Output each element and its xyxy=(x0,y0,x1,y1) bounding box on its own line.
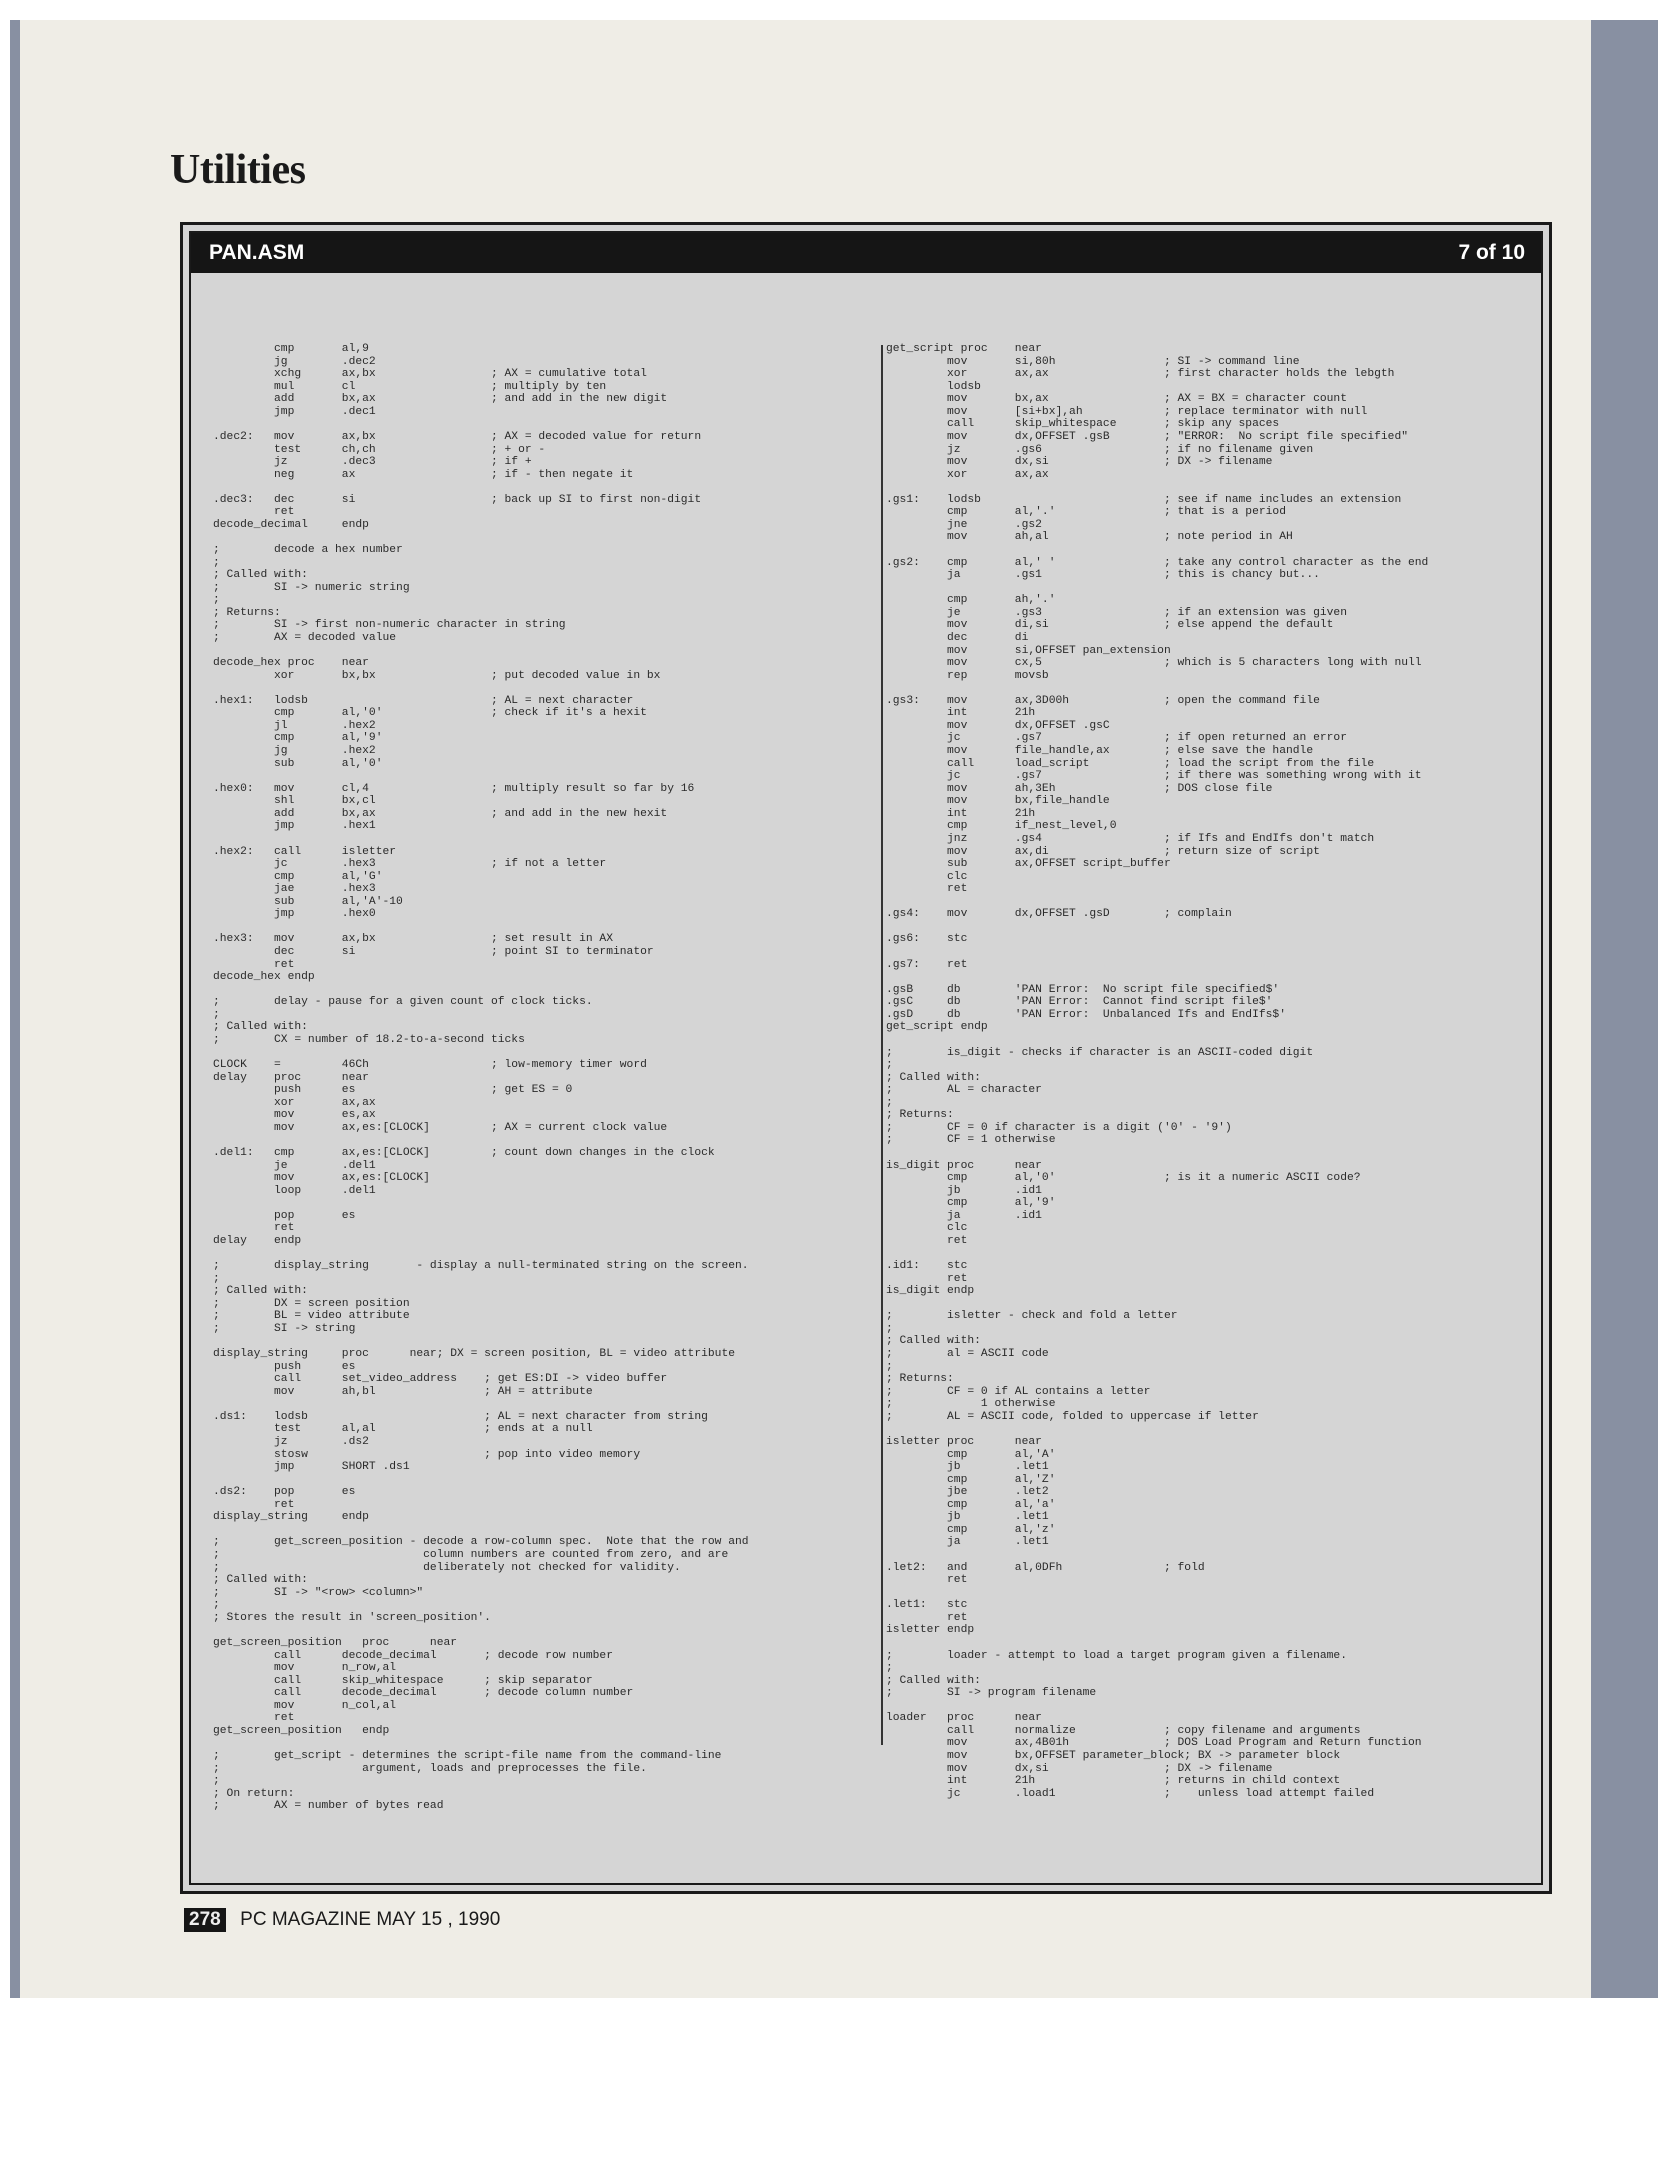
publication-line: PC MAGAZINE MAY 15 , 1990 xyxy=(240,1909,501,1930)
listing-title: PAN.ASM xyxy=(209,241,305,264)
code-column-right: get_script proc near mov si,80h ; SI -> command line xor ax,ax ; first character holds the lebgth lodsb mov bx,ax ; AX = BX = character count mov [si+bx],ah ; replace terminator with null call skip_whitespace ; skip any spaces mov dx,OFFSET .gsB ; "ERROR: No script file specified" jz .gs6 ; if no filename given mov dx,si ; DX -> filename xor ax,ax .gs1: lodsb ; see if name includes an extension cmp al,'.' ; that is a period jne .gs2 mov ah,al ; note period in AH .gs2: cmp al,' ' ; take any control character as the end ja .gs1 ; this is chancy but... cmp ah,'.' je .gs3 ; if an extension was given mov di,si ; else append the default dec di mov si,OFFSET pan_extension mov cx,5 ; which is 5 characters long with null rep movsb .gs3: mov ax,3D00h ; open the command file int 21h mov dx,OFFSET .gsC jc .gs7 ; if open returned an error mov file_handle,ax ; else save the handle call load_script ; load the script from the file jc .gs7 ; if there was something wrong with it mov ah,3Eh ; DOS close file mov bx,file_handle int 21h cmp if_nest_level,0 jnz .gs4 ; if Ifs and EndIfs don't match mov ax,di ; return size of script sub ax,OFFSET script_buffer clc ret .gs4: mov dx,OFFSET .gsD ; complain .gs6: stc .gs7: ret .gsB db 'PAN Error: No script file specified$' .gsC db 'PAN Error: Cannot find script file$' .gsD db 'PAN Error: Unbalanced Ifs and EndIfs$' get_script endp ; is_digit - checks if character is an ASCII-coded digit ; ; Called with: ; AL = character ; ; Returns: ; CF = 0 if character is a digit ('0' - '9') ; CF = 1 otherwise is_digit proc near cmp al,'0' ; is it a numeric ASCII code? jb .id1 cmp al,'9' ja .id1 clc ret .id1: stc ret is_digit endp ; isletter - check and fold a letter ; ; Called with: ; al = ASCII code ; ; Returns: ; CF = 0 if AL contains a letter ; 1 otherwise ; AL = ASCII code, folded to uppercase if letter isletter proc near cmp al,'A' jb .let1 cmp al,'Z' jbe .let2 cmp al,'a' jb .let1 cmp al,'z' ja .let1 .let2: and al,0DFh ; fold ret .let1: stc ret isletter endp ; loader - attempt to load a target program given a filename. ; ; Called with: ; SI -> program filename loader proc near call normalize ; copy filename and arguments mov ax,4B01h ; DOS Load Program and Return function mov bx,OFFSET parameter_block; BX -> parameter block mov dx,si ; DX -> filename int 21h ; returns in child context jc .load1 ; unless load attempt failed xyxy=(886,343,1429,1800)
page-footer xyxy=(184,1908,500,1932)
section-title: Utilities xyxy=(170,147,306,193)
code-column-left: cmp al,9 jg .dec2 xchg ax,bx ; AX = cumulative total mul cl ; multiply by ten add bx,ax ; and add in the new digit jmp .dec1 .dec2: mov ax,bx ; AX = decoded value for return test ch,ch ; + or - jz .dec3 ; if + neg ax ; if - then negate it .dec3: dec si ; back up SI to first non-digit ret decode_decimal endp ; decode a hex number ; ; Called with: ; SI -> numeric string ; ; Returns: ; SI -> first non-numeric character in string ; AX = decoded value decode_hex proc near xor bx,bx ; put decoded value in bx .hex1: lodsb ; AL = next character cmp al,'0' ; check if it's a hexit jl .hex2 cmp al,'9' jg .hex2 sub al,'0' .hex0: mov cl,4 ; multiply result so far by 16 shl bx,cl add bx,ax ; and add in the new hexit jmp .hex1 .hex2: call isletter jc .hex3 ; if not a letter cmp al,'G' jae .hex3 sub al,'A'-10 jmp .hex0 .hex3: mov ax,bx ; set result in AX dec si ; point SI to terminator ret decode_hex endp ; delay - pause for a given count of clock ticks. ; ; Called with: ; CX = number of 18.2-to-a-second ticks CLOCK = 46Ch ; low-memory timer word delay proc near push es ; get ES = 0 xor ax,ax mov es,ax mov ax,es:[CLOCK] ; AX = current clock value .del1: cmp ax,es:[CLOCK] ; count down changes in the clock je .del1 mov ax,es:[CLOCK] loop .del1 pop es ret delay endp ; display_string - display a null-terminated string on the screen. ; ; Called with: ; DX = screen position ; BL = video attribute ; SI -> string display_string proc near; DX = screen position, BL = video attribute push es call set_video_address ; get ES:DI -> video buffer mov ah,bl ; AH = attribute .ds1: lodsb ; AL = next character from string test al,al ; ends at a null jz .ds2 stosw ; pop into video memory jmp SHORT .ds1 .ds2: pop es ret display_string endp ; get_screen_position - decode a row-column spec. Note that the row and ; column numbers are counted from zero, and are ; deliberately not checked for validity. ; Called with: ; SI -> "<row> <column>" ; ; Stores the result in 'screen_position'. get_screen_position proc near call decode_decimal ; decode row number mov n_row,al call skip_whitespace ; skip separator call decode_decimal ; decode column number mov n_col,al ret get_screen_position endp ; get_script - determines the script-file name from the command-line ; argument, loads and preprocesses the file. ; ; On return: ; AX = number of bytes read xyxy=(213,343,749,1813)
column-divider xyxy=(881,345,883,1745)
code-listing-box xyxy=(180,222,1552,1894)
listing-page-indicator: 7 of 10 xyxy=(1458,241,1525,264)
listing-header-bar xyxy=(191,233,1541,273)
code-listing-frame xyxy=(189,231,1543,1885)
magazine-page xyxy=(20,20,1591,1998)
page-number: 278 xyxy=(184,1908,226,1932)
scan-background xyxy=(10,20,1658,1998)
